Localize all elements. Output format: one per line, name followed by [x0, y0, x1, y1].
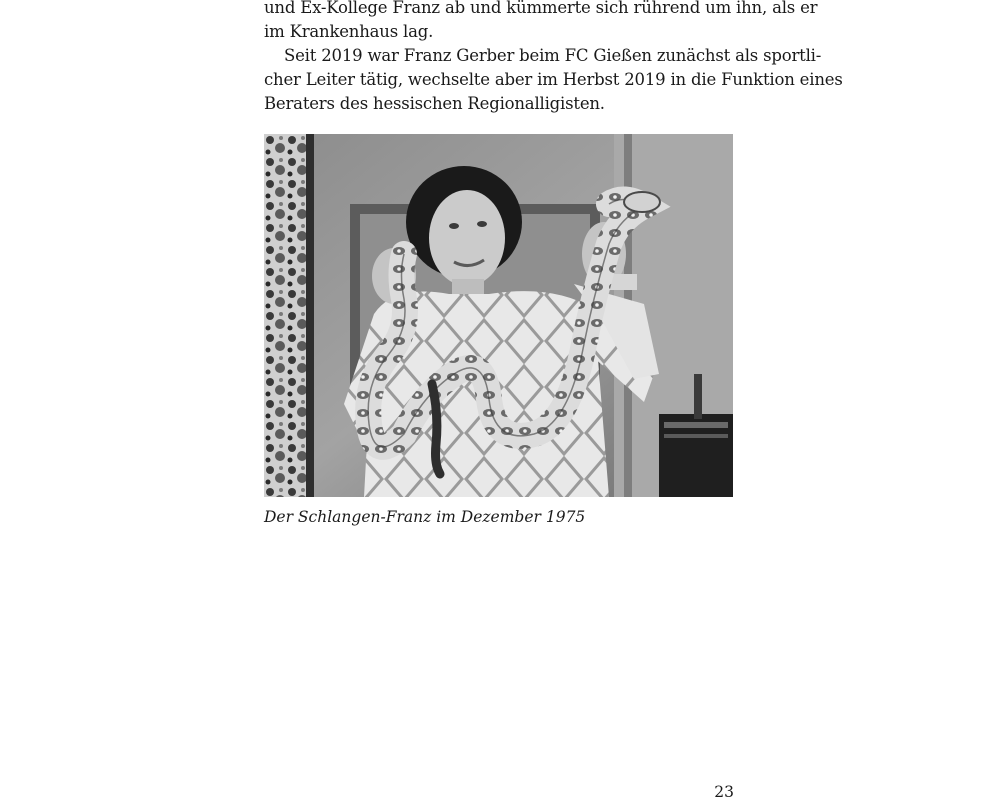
face: [429, 190, 505, 286]
text-line: und Ex-Kollege Franz ab und kümmerte sich rührend um ihn, als er: [264, 0, 818, 17]
photo-man-with-snake: [264, 134, 733, 497]
text-line: Seit 2019 war Franz Gerber beim FC Gießen zunächst als sportli-: [284, 46, 822, 65]
curtain: [264, 134, 306, 497]
text-line: Beraters des hessischen Regionalligisten.: [264, 94, 605, 113]
text-line: im Krankenhaus lag.: [264, 22, 434, 41]
figure-caption: Der Schlangen-Franz im Dezember 1975: [264, 508, 586, 526]
page-number: 23: [714, 783, 734, 801]
body-text: [264, 0, 843, 116]
snake-head: [624, 192, 660, 212]
text-line: cher Leiter tätig, wechselte aber im Herbst 2019 in die Funktion eines: [264, 70, 843, 89]
